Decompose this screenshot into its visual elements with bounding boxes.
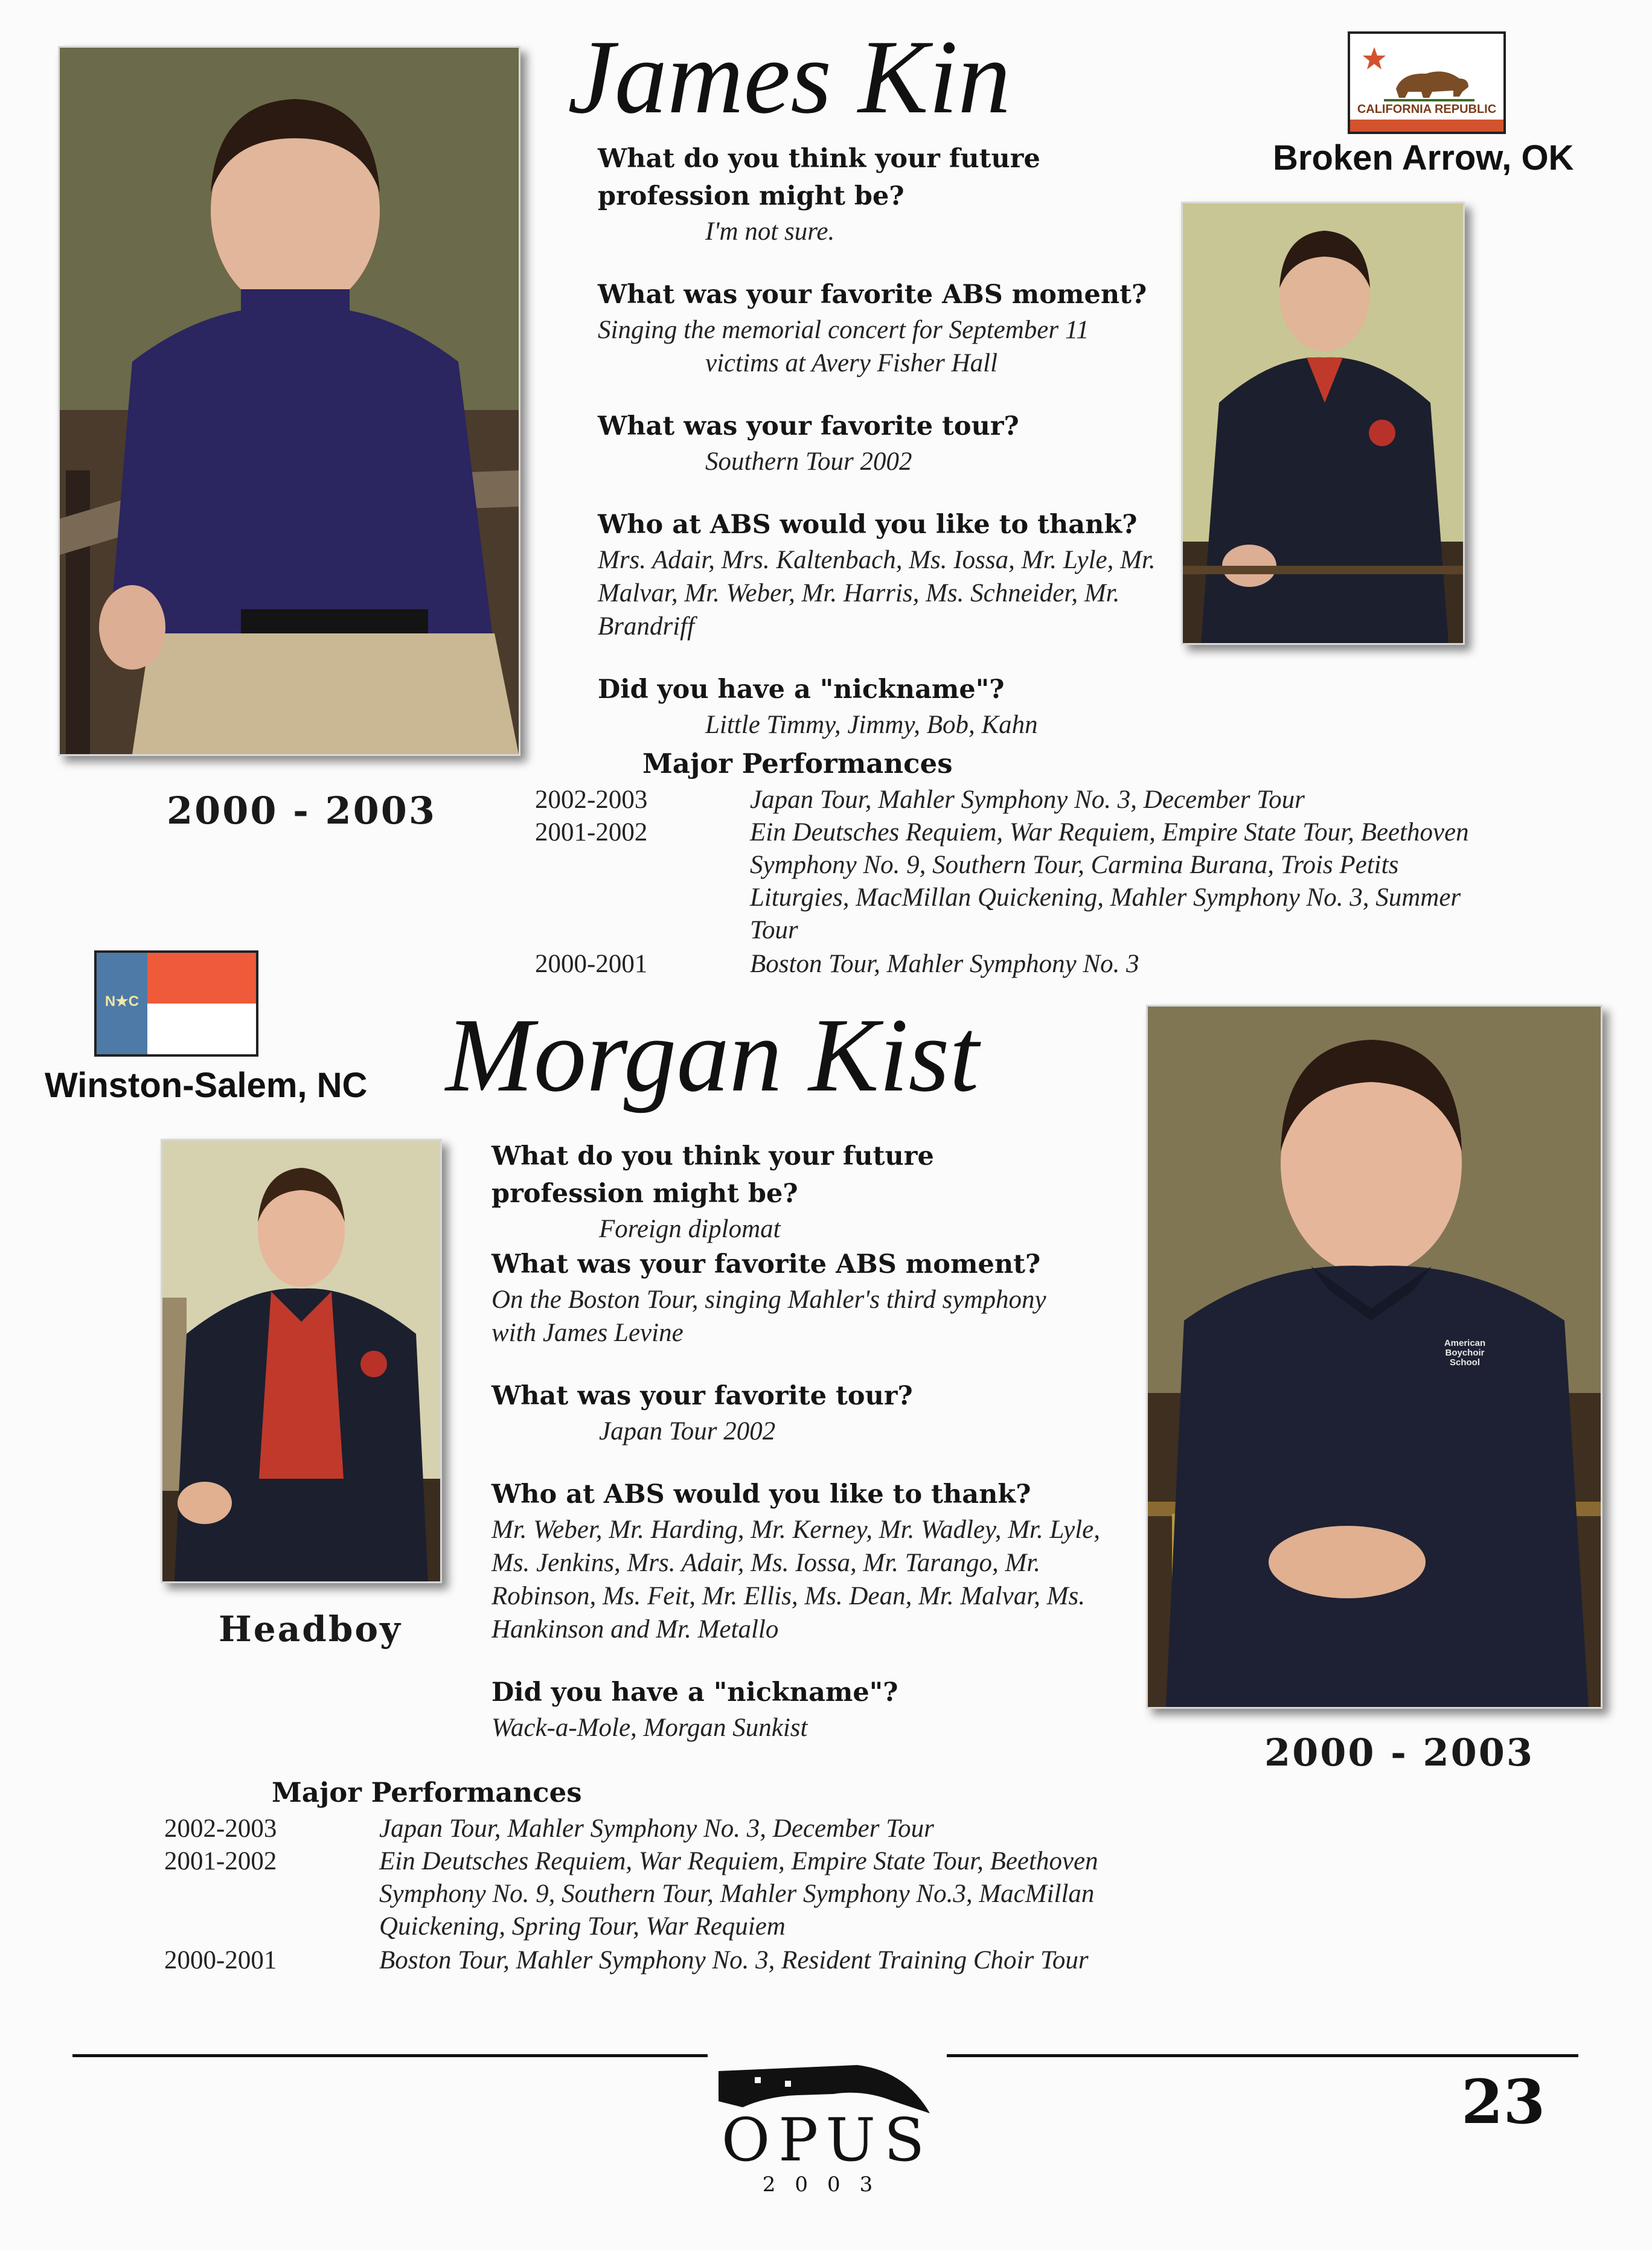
morgan-kist-performances-title: Major Performances <box>272 1776 582 1808</box>
morgan-kist-qa <box>491 1138 1101 1772</box>
james-kin-name: James Kin <box>568 18 1011 135</box>
performance-text: Japan Tour, Mahler Symphony No. 3, December Tour <box>379 1814 934 1843</box>
opus-logo-word: OPUS <box>721 2106 933 2175</box>
california-flag-text: CALIFORNIA REPUBLIC <box>1357 103 1497 116</box>
qa-block <box>491 1246 1095 1350</box>
james-kin-qa <box>598 140 1156 769</box>
question: What was your favorite tour? <box>598 411 1019 441</box>
question: What was your favorite ABS moment? <box>491 1249 1041 1279</box>
question: What do you think your future profession might be? <box>598 144 1040 211</box>
performance-text: Ein Deutsches Requiem, War Requiem, Empire State Tour, Beethoven Symphony No. 9, Southern Tour, Carmina Burana, Trois Petits Liturgies, MacMillan Quickening, Mahler Symphony No. 3, Summer Tour <box>750 818 1469 944</box>
question: What do you think your future profession might be? <box>491 1141 934 1209</box>
james-kin-hometown: Broken Arrow, OK <box>1273 138 1574 178</box>
answer: Mr. Weber, Mr. Harding, Mr. Kerney, Mr. Wadley, Mr. Lyle, Ms. Jenkins, Mrs. Adair, Ms. Iossa, Mr. Tarango, Mr. Robinson, Ms. Feit, Mr. Ellis, Ms. Dean, Mr. Malvar, Ms. Hankinson and Mr. Metallo <box>491 1516 1101 1644</box>
performance-text: Boston Tour, Mahler Symphony No. 3 <box>750 950 1139 978</box>
performance-year: 2002-2003 <box>535 786 648 814</box>
california-flag <box>1348 31 1506 134</box>
james-kin-casual-photo <box>58 46 520 756</box>
question: Who at ABS would you like to thank? <box>598 510 1138 540</box>
performance-text: Ein Deutsches Requiem, War Requiem, Empire State Tour, Beethoven Symphony No. 9, Southern Tour, Mahler Symphony No.3, MacMillan Quickening, Spring Tour, War Requiem <box>379 1847 1098 1941</box>
page-number: 23 <box>1461 2066 1546 2137</box>
morgan-kist-casual-photo <box>1146 1005 1602 1709</box>
performance-year: 2000-2001 <box>164 1946 277 1974</box>
qa-block <box>491 1138 1095 1246</box>
answer: On the Boston Tour, singing Mahler's third symphony with James Levine <box>491 1286 1046 1347</box>
qa-block <box>598 276 1153 380</box>
qa-block <box>491 1476 1101 1646</box>
question: What was your favorite tour? <box>491 1381 913 1411</box>
footer-rule-right <box>947 2054 1578 2057</box>
performance-year: 2001-2002 <box>164 1847 277 1875</box>
morgan-kist-hometown: Winston-Salem, NC <box>45 1066 368 1105</box>
headboy-label: Headboy <box>219 1609 402 1650</box>
qa-block <box>598 140 1153 248</box>
question: What was your favorite ABS moment? <box>598 280 1147 310</box>
question: Who at ABS would you like to thank? <box>491 1479 1031 1510</box>
answer: victims at Avery Fisher Hall <box>705 349 998 377</box>
morgan-kist-name: Morgan Kist <box>446 996 979 1113</box>
nc-flag-text: N★C <box>104 993 139 1010</box>
performance-text: Japan Tour, Mahler Symphony No. 3, December Tour <box>750 786 1305 814</box>
answer: Singing the memorial concert for September 11 <box>598 316 1089 344</box>
performance-year: 2001-2002 <box>535 818 648 847</box>
footer-rule-left <box>72 2054 708 2057</box>
question: Did you have a "nickname"? <box>491 1677 898 1708</box>
performance-text: Boston Tour, Mahler Symphony No. 3, Resident Training Choir Tour <box>379 1946 1089 1974</box>
qa-block <box>598 408 1153 478</box>
opus-logo <box>712 2059 942 2198</box>
morgan-kist-years: 2000 - 2003 <box>1264 1731 1535 1775</box>
qa-block <box>598 671 1153 741</box>
james-kin-years: 2000 - 2003 <box>167 789 437 833</box>
north-carolina-flag <box>94 950 258 1057</box>
morgan-kist-uniform-photo <box>161 1139 442 1583</box>
shirt-logo-text: American Boychoir School <box>1444 1338 1486 1368</box>
answer: Wack-a-Mole, Morgan Sunkist <box>491 1714 808 1742</box>
qa-block <box>598 506 1156 643</box>
james-kin-uniform-photo <box>1181 202 1465 645</box>
james-kin-performances-title: Major Performances <box>642 748 953 780</box>
answer: Japan Tour 2002 <box>599 1417 776 1446</box>
question: Did you have a "nickname"? <box>598 674 1005 705</box>
answer: Mrs. Adair, Mrs. Kaltenbach, Ms. Iossa, Mr. Lyle, Mr. Malvar, Mr. Weber, Mr. Harris, Ms. Schneider, Mr. Brandriff <box>598 546 1156 641</box>
answer: I'm not sure. <box>705 217 835 246</box>
qa-block <box>491 1377 1095 1448</box>
performance-year: 2000-2001 <box>535 950 648 978</box>
qa-block <box>491 1674 1095 1744</box>
performance-year: 2002-2003 <box>164 1814 277 1843</box>
answer: Southern Tour 2002 <box>705 447 912 476</box>
opus-logo-year: 2003 <box>762 2173 892 2197</box>
answer: Little Timmy, Jimmy, Bob, Kahn <box>705 711 1038 739</box>
answer: Foreign diplomat <box>599 1215 781 1243</box>
